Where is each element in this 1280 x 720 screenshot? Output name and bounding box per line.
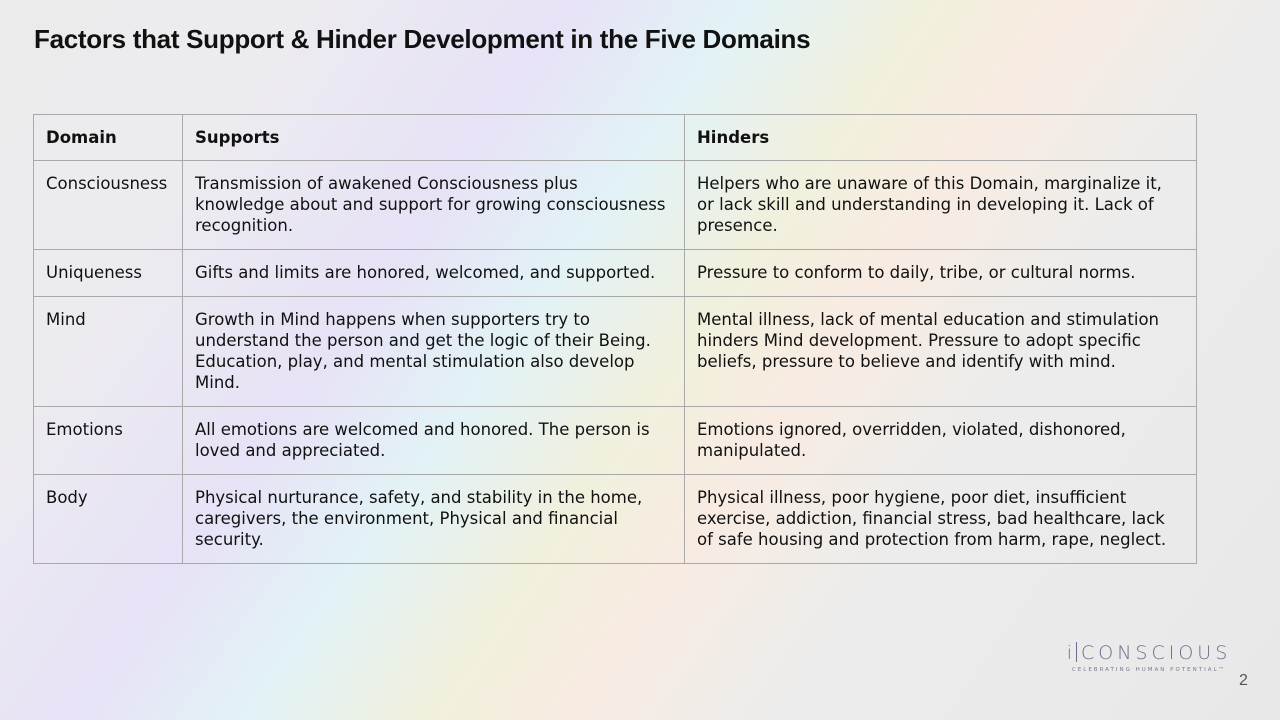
iconscious-logo	[1063, 642, 1235, 673]
logo-tagline: CELEBRATING HUMAN POTENTIAL™	[1071, 667, 1227, 673]
supports-cell: Transmission of awakened Consciousness plus knowledge about and support for growing consciousness recognition.	[183, 161, 685, 250]
header-hinders: Hinders	[685, 115, 1197, 161]
table-row	[34, 407, 1197, 475]
hinders-cell: Emotions ignored, overridden, violated, dishonored, manipulated.	[685, 407, 1197, 475]
hinders-cell: Pressure to conform to daily, tribe, or cultural norms.	[685, 250, 1197, 297]
domain-cell: Uniqueness	[34, 250, 183, 297]
table-row	[34, 475, 1197, 564]
table-header-row	[34, 115, 1197, 161]
supports-cell: All emotions are welcomed and honored. The person is loved and appreciated.	[183, 407, 685, 475]
logo-name: CONSCIOUS	[1080, 642, 1232, 664]
domain-cell: Emotions	[34, 407, 183, 475]
header-domain: Domain	[34, 115, 183, 161]
page-number: 2	[1239, 672, 1248, 689]
slide-title: Factors that Support & Hinder Development in the Five Domains	[34, 24, 811, 54]
hinders-cell: Helpers who are unaware of this Domain, marginalize it, or lack skill and understanding in developing it. Lack of presence.	[685, 161, 1197, 250]
hinders-cell: Physical illness, poor hygiene, poor diet, insufficient exercise, addiction, financial stress, bad healthcare, lack of safe housing and protection from harm, rape, neglect.	[685, 475, 1197, 564]
logo-divider	[1076, 642, 1077, 662]
supports-cell: Growth in Mind happens when supporters try to understand the person and get the logic of their Being. Education, play, and mental stimulation also develop Mind.	[183, 297, 685, 407]
table-row	[34, 297, 1197, 407]
logo-prefix: i	[1066, 642, 1076, 664]
logo-wordmark	[1063, 642, 1235, 664]
header-supports: Supports	[183, 115, 685, 161]
supports-cell: Gifts and limits are honored, welcomed, and supported.	[183, 250, 685, 297]
domains-table	[33, 114, 1197, 564]
table-row	[34, 161, 1197, 250]
supports-cell: Physical nurturance, safety, and stability in the home, caregivers, the environment, Physical and financial security.	[183, 475, 685, 564]
table-row	[34, 250, 1197, 297]
domain-cell: Consciousness	[34, 161, 183, 250]
domain-cell: Body	[34, 475, 183, 564]
domain-cell: Mind	[34, 297, 183, 407]
hinders-cell: Mental illness, lack of mental education and stimulation hinders Mind development. Pressure to adopt specific beliefs, pressure to believe and identify with mind.	[685, 297, 1197, 407]
